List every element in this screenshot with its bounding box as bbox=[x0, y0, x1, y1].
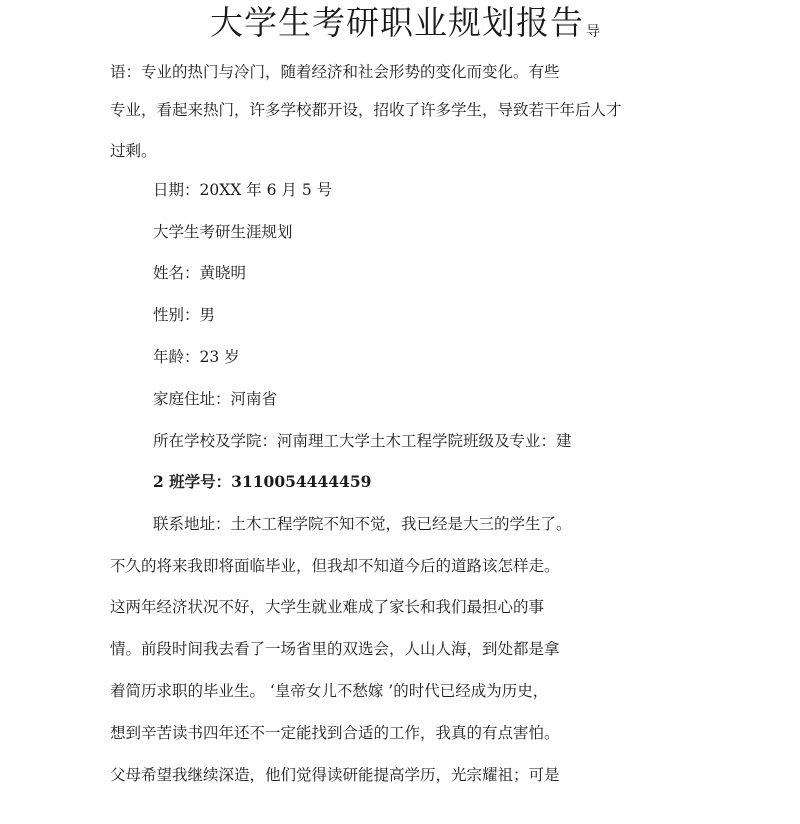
school-line: 所在学校及学院：河南理工大学土木工程学院班级及专业：建 bbox=[153, 432, 572, 450]
paragraph-line: 不久的将来我即将面临毕业，但我却不知道今后的道路该怎样走。 bbox=[110, 557, 560, 575]
paragraph-line: 专业，看起来热门，许多学校都开设，招收了许多学生，导致若干年后人才 bbox=[110, 101, 622, 119]
paragraph-line: 语：专业的热门与冷门，随着经济和社会形势的变化而变化。有些 bbox=[110, 63, 560, 81]
student-id-line: 2 班学号：3110054444459 bbox=[153, 472, 372, 491]
address-line: 家庭住址：河南省 bbox=[153, 390, 278, 408]
plan-heading: 大学生考研生涯规划 bbox=[153, 223, 293, 241]
title-text: 大学生考研职业规划报告 bbox=[210, 3, 584, 42]
paragraph-line: 过剩。 bbox=[110, 142, 157, 160]
age-line: 年龄：23 岁 bbox=[153, 348, 240, 366]
date-line: 日期：20XX 年 6 月 5 号 bbox=[153, 181, 333, 199]
contact-line: 联系地址：土木工程学院不知不觉，我已经是大三的学生了。 bbox=[153, 515, 572, 533]
paragraph-line: 这两年经济状况不好，大学生就业难成了家长和我们最担心的事 bbox=[110, 598, 545, 616]
paragraph-line: 父母希望我继续深造，他们觉得读研能提高学历，光宗耀祖；可是 bbox=[110, 766, 560, 784]
gender-line: 性别：男 bbox=[153, 306, 216, 324]
name-line: 姓名：黄晓明 bbox=[153, 264, 247, 282]
document-title bbox=[210, 0, 601, 55]
paragraph-line: 想到辛苦读书四年还不一定能找到合适的工作，我真的有点害怕。 bbox=[110, 724, 560, 742]
title-tail-text: 导 bbox=[586, 24, 601, 40]
paragraph-line: 着简历求职的毕业生。 ‘皇帝女儿不愁嫁 ’的时代已经成为历史， bbox=[110, 682, 549, 700]
paragraph-line: 情。前段时间我去看了一场省里的双选会，人山人海，到处都是拿 bbox=[110, 640, 560, 658]
